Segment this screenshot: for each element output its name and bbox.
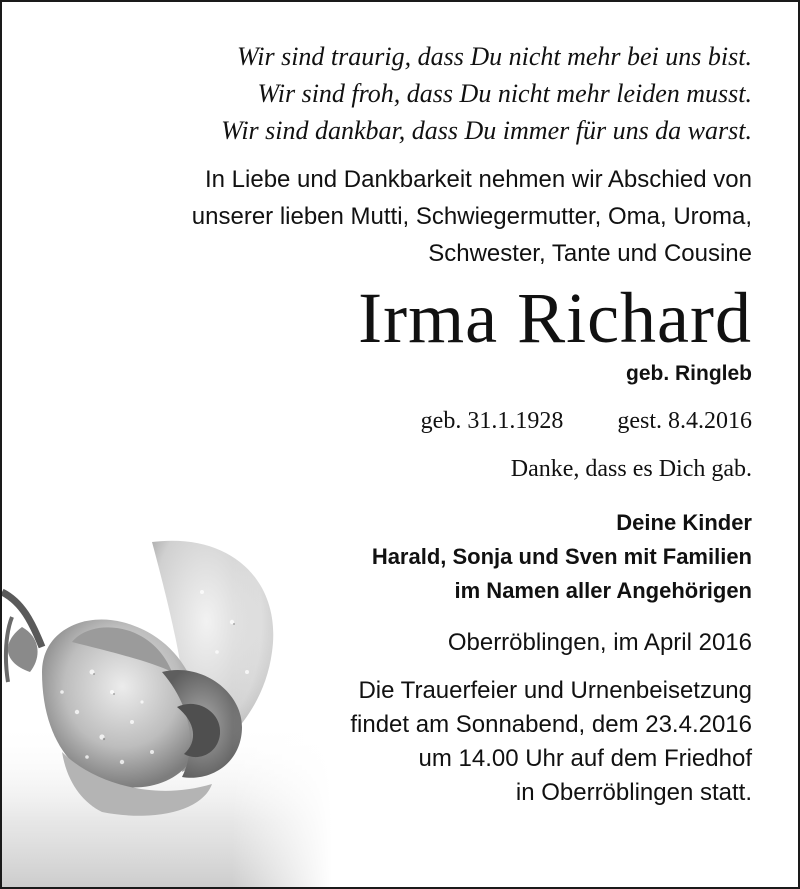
funeral-info (52, 674, 752, 810)
maiden-name: geb. Ringleb (626, 362, 752, 385)
poem-line: Wir sind dankbar, dass Du immer für uns da warst. (221, 116, 752, 145)
life-dates (52, 404, 752, 438)
intro-line: Schwester, Tante und Cousine (428, 240, 752, 267)
mourners (52, 506, 752, 608)
funeral-line: findet am Sonnabend, dem 23.4.2016 (350, 711, 752, 738)
funeral-line: in Oberröblingen statt. (515, 779, 752, 806)
thanks-line: Danke, dass es Dich gab. (510, 456, 752, 482)
mourner-line: Harald, Sonja und Sven mit Familien (371, 544, 752, 569)
notice-text (52, 38, 752, 810)
death-date: gest. 8.4.2016 (617, 408, 752, 434)
intro-text (52, 161, 752, 272)
birth-date: geb. 31.1.1928 (420, 408, 564, 434)
poem (52, 38, 752, 149)
intro-line: In Liebe und Dankbarkeit nehmen wir Abschied von (204, 166, 752, 193)
funeral-line: Die Trauerfeier und Urnenbeisetzung (358, 677, 752, 704)
funeral-line: um 14.00 Uhr auf dem Friedhof (418, 745, 752, 772)
deceased-name: Irma Richard (358, 278, 752, 358)
place-date: Oberröblingen, im April 2016 (447, 629, 752, 656)
mourner-line: im Namen aller Angehörigen (454, 578, 752, 603)
intro-line: unserer lieben Mutti, Schwiegermutter, Oma, Uroma, (191, 203, 752, 230)
mourner-line: Deine Kinder (616, 510, 752, 535)
poem-line: Wir sind traurig, dass Du nicht mehr bei uns bist. (237, 42, 752, 71)
poem-line: Wir sind froh, dass Du nicht mehr leiden musst. (257, 79, 752, 108)
